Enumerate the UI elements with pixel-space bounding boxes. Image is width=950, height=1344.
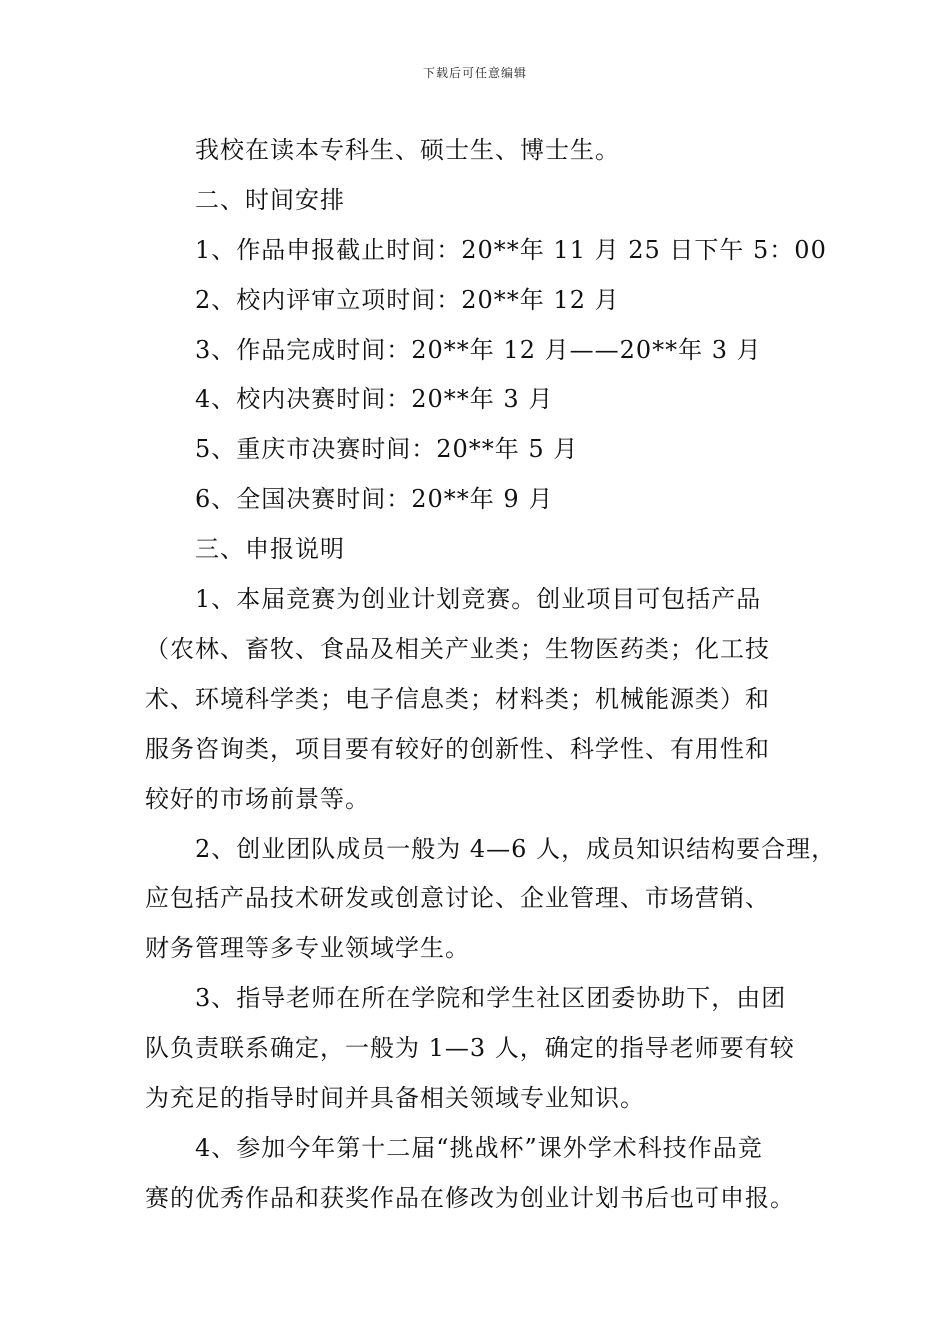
schedule-item: 2、校内评审立项时间：20**年 12 月 <box>195 286 620 314</box>
schedule-item: 1、作品申报截止时间：20**年 11 月 25 日下午 5：00 <box>195 236 827 264</box>
section-heading: 二、时间安排 <box>195 186 345 214</box>
schedule-item: 4、校内决赛时间：20**年 3 月 <box>195 385 554 413</box>
schedule-item: 3、作品完成时间：20**年 12 月——20**年 3 月 <box>195 336 762 364</box>
page-header: 下载后可任意编辑 <box>422 66 527 80</box>
body-line: 服务咨询类，项目要有较好的创新性、科学性、有用性和 <box>145 735 770 763</box>
body-line: 2、创业团队成员一般为 4—6 人，成员知识结构要合理， <box>195 835 837 863</box>
body-line: 4、参加今年第十二届“挑战杯”课外学术科技作品竞 <box>195 1134 763 1162</box>
schedule-item: 5、重庆市决赛时间：20**年 5 月 <box>195 435 579 463</box>
body-line: 3、指导老师在所在学院和学生社区团委协助下，由团 <box>195 984 787 1012</box>
body-line: 赛的优秀作品和获奖作品在修改为创业计划书后也可申报。 <box>145 1184 795 1212</box>
body-line: 1、本届竞赛为创业计划竞赛。创业项目可包括产品 <box>195 585 762 613</box>
body-line: 我校在读本专科生、硕士生、博士生。 <box>195 136 620 164</box>
body-line: （农林、畜牧、食品及相关产业类；生物医药类；化工技 <box>145 635 770 663</box>
body-line: 队负责联系确定，一般为 1—3 人，确定的指导老师要有较 <box>145 1034 795 1062</box>
body-line: 较好的市场前景等。 <box>145 785 370 813</box>
body-line: 术、环境科学类；电子信息类；材料类；机械能源类）和 <box>145 685 770 713</box>
body-line: 应包括产品技术研发或创意讨论、企业管理、市场营销、 <box>145 884 770 912</box>
body-line: 为充足的指导时间并具备相关领域专业知识。 <box>145 1084 645 1112</box>
schedule-item: 6、全国决赛时间：20**年 9 月 <box>195 485 554 513</box>
section-heading: 三、申报说明 <box>195 535 345 563</box>
body-line: 财务管理等多专业领域学生。 <box>145 934 470 962</box>
